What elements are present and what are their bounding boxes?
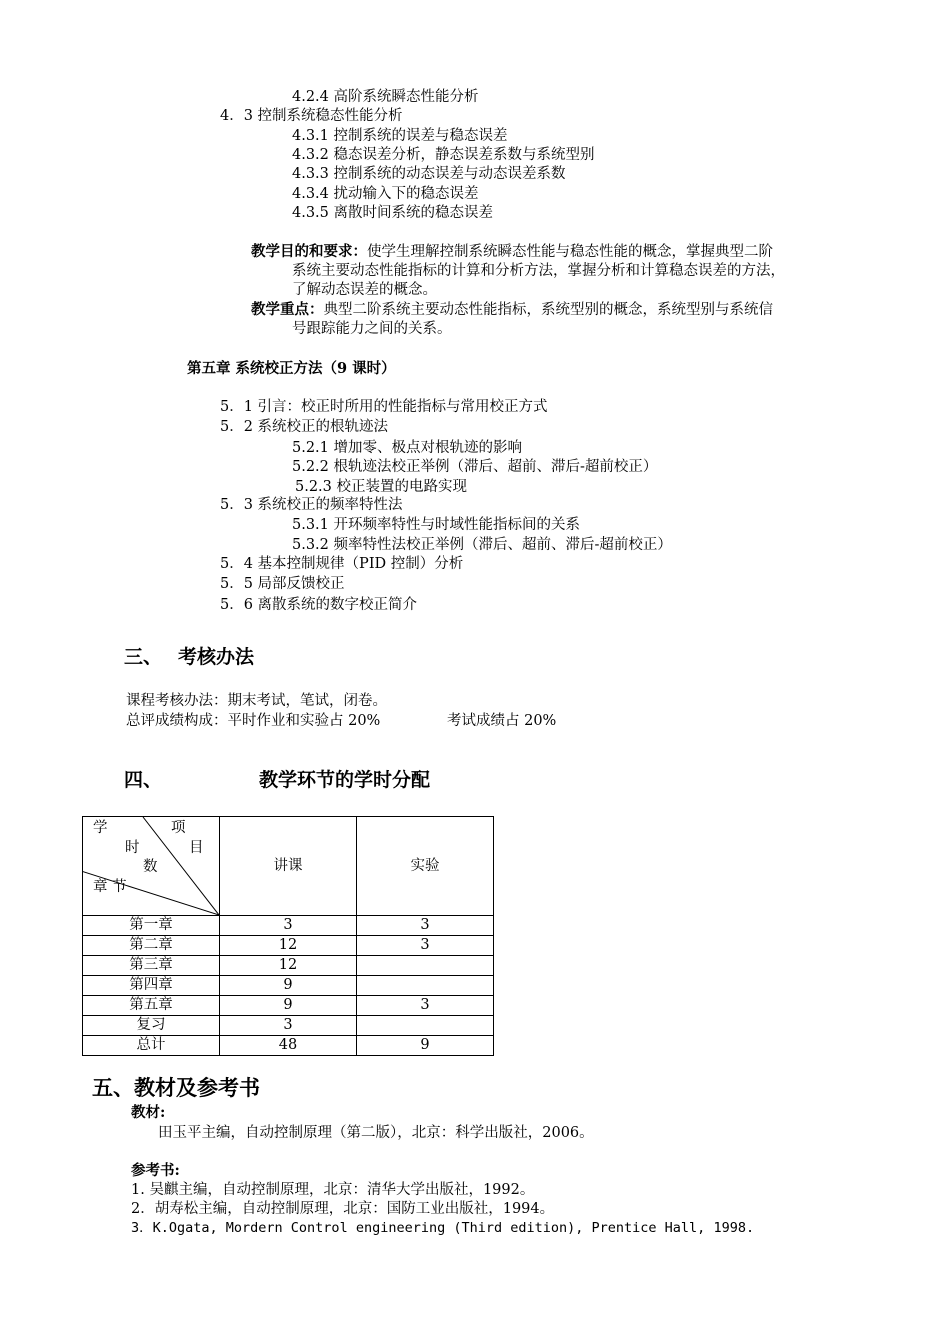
- goals-text-1: 使学生理解控制系统瞬态性能与稳态性能的概念，掌握典型二阶: [367, 244, 773, 260]
- diag-label-chapter: 章 节: [93, 879, 127, 895]
- table-row: [83, 996, 494, 1016]
- row-lab: 3: [357, 916, 494, 936]
- diag-label-xiang: 项: [171, 820, 186, 836]
- row-chapter: 第二章: [83, 936, 220, 956]
- key-text-1: 典型二阶系统主要动态性能指标，系统型别的概念，系统型别与系统信: [323, 302, 773, 318]
- item-5-5: 5．5 局部反馈校正: [220, 576, 345, 592]
- diagonal-header-cell: [83, 817, 220, 916]
- goals-label: 教学目的和要求：: [251, 243, 367, 260]
- hours-heading-number: 四、: [124, 769, 163, 791]
- table-row: [83, 1016, 494, 1036]
- row-lab: 3: [357, 996, 494, 1016]
- reference-1: 1. 吴麒主编，自动控制原理，北京：清华大学出版社，1992。: [131, 1182, 535, 1198]
- key-line-2: 号跟踪能力之间的关系。: [292, 321, 452, 337]
- references-label: 参考书:: [131, 1162, 180, 1179]
- books-heading: 五、教材及参考书: [92, 1075, 260, 1100]
- item-4-3-3: 4.3.3 控制系统的动态误差与动态误差系数: [292, 166, 566, 182]
- section-4-3-title: 4．3 控制系统稳态性能分析: [220, 108, 403, 124]
- row-lab: [357, 956, 494, 976]
- chapter-5-title: 第五章 系统校正方法（9 课时）: [187, 360, 396, 377]
- row-chapter: 第五章: [83, 996, 220, 1016]
- item-5-2: 5．2 系统校正的根轨迹法: [220, 419, 389, 435]
- item-5-3: 5．3 系统校正的频率特性法: [220, 497, 403, 513]
- row-lab: 3: [357, 936, 494, 956]
- row-lab: 9: [357, 1036, 494, 1056]
- textbook-label: 教材:: [131, 1104, 166, 1121]
- item-4-3-4: 4.3.4 扰动输入下的稳态误差: [292, 186, 479, 202]
- key-line-1: [251, 300, 773, 320]
- goals-line-1: [251, 242, 773, 262]
- exam-heading-number: 三、: [124, 646, 163, 668]
- goals-line-2: 系统主要动态性能指标的计算和分析方法，掌握分析和计算稳态误差的方法，: [292, 263, 785, 279]
- row-lecture: 9: [220, 976, 357, 996]
- reference-2: 2．胡寿松主编，自动控制原理，北京：国防工业出版社，1994。: [131, 1201, 555, 1217]
- item-5-2-2: 5.2.2 根轨迹法校正举例（滞后、超前、滞后-超前校正）: [292, 459, 658, 475]
- table-row: [83, 976, 494, 996]
- item-5-3-2: 5.3.2 频率特性法校正举例（滞后、超前、滞后-超前校正）: [292, 537, 672, 553]
- diag-label-shu: 数: [143, 859, 158, 875]
- goals-line-3: 了解动态误差的概念。: [292, 282, 437, 298]
- textbook-entry: 田玉平主编，自动控制原理（第二版），北京：科学出版社，2006。: [158, 1125, 594, 1141]
- item-4-3-2: 4.3.2 稳态误差分析，静态误差系数与系统型别: [292, 147, 595, 163]
- column-header-lecture: 讲课: [220, 817, 357, 916]
- row-chapter: 总计: [83, 1036, 220, 1056]
- item-4-3-1: 4.3.1 控制系统的误差与稳态误差: [292, 128, 508, 144]
- row-lecture: 12: [220, 936, 357, 956]
- table-row: [83, 936, 494, 956]
- item-4-2-4: 4.2.4 高阶系统瞬态性能分析: [292, 89, 479, 105]
- row-chapter: 第三章: [83, 956, 220, 976]
- column-header-lab: 实验: [357, 817, 494, 916]
- table-header-row: [83, 817, 494, 916]
- table-row: [83, 1036, 494, 1056]
- exam-score-share: 考试成绩占 20%: [447, 713, 557, 729]
- key-label: 教学重点：: [251, 301, 324, 318]
- reference-3: 3．K.Ogata, Mordern Control engineering (Third edition), Prentice Hall, 1998.: [131, 1220, 755, 1236]
- item-5-2-3: 5.2.3 校正装置的电路实现: [295, 479, 468, 495]
- hours-table: [82, 816, 494, 1056]
- diag-label-mu: 目: [189, 840, 204, 856]
- row-lecture: 48: [220, 1036, 357, 1056]
- exam-heading: 考核办法: [178, 646, 255, 668]
- diag-label-xue: 学: [93, 820, 108, 836]
- table-row: [83, 956, 494, 976]
- row-chapter: 复习: [83, 1016, 220, 1036]
- row-lab: [357, 1016, 494, 1036]
- item-5-6: 5．6 离散系统的数字校正简介: [220, 597, 418, 613]
- grade-composition: 总评成绩构成：平时作业和实验占 20%: [126, 713, 381, 729]
- row-lecture: 3: [220, 1016, 357, 1036]
- row-chapter: 第一章: [83, 916, 220, 936]
- item-5-3-1: 5.3.1 开环频率特性与时域性能指标间的关系: [292, 517, 581, 533]
- diag-label-shi: 时: [125, 840, 140, 856]
- row-chapter: 第四章: [83, 976, 220, 996]
- row-lecture: 3: [220, 916, 357, 936]
- exam-method: 课程考核办法：期末考试，笔试，闭卷。: [126, 693, 387, 709]
- row-lecture: 12: [220, 956, 357, 976]
- item-5-4: 5．4 基本控制规律（PID 控制）分析: [220, 556, 464, 572]
- table-row: [83, 916, 494, 936]
- item-5-2-1: 5.2.1 增加零、极点对根轨迹的影响: [292, 440, 523, 456]
- item-5-1: 5．1 引言：校正时所用的性能指标与常用校正方式: [220, 399, 548, 415]
- row-lab: [357, 976, 494, 996]
- row-lecture: 9: [220, 996, 357, 1016]
- hours-heading: 教学环节的学时分配: [259, 769, 431, 791]
- item-4-3-5: 4.3.5 离散时间系统的稳态误差: [292, 205, 494, 221]
